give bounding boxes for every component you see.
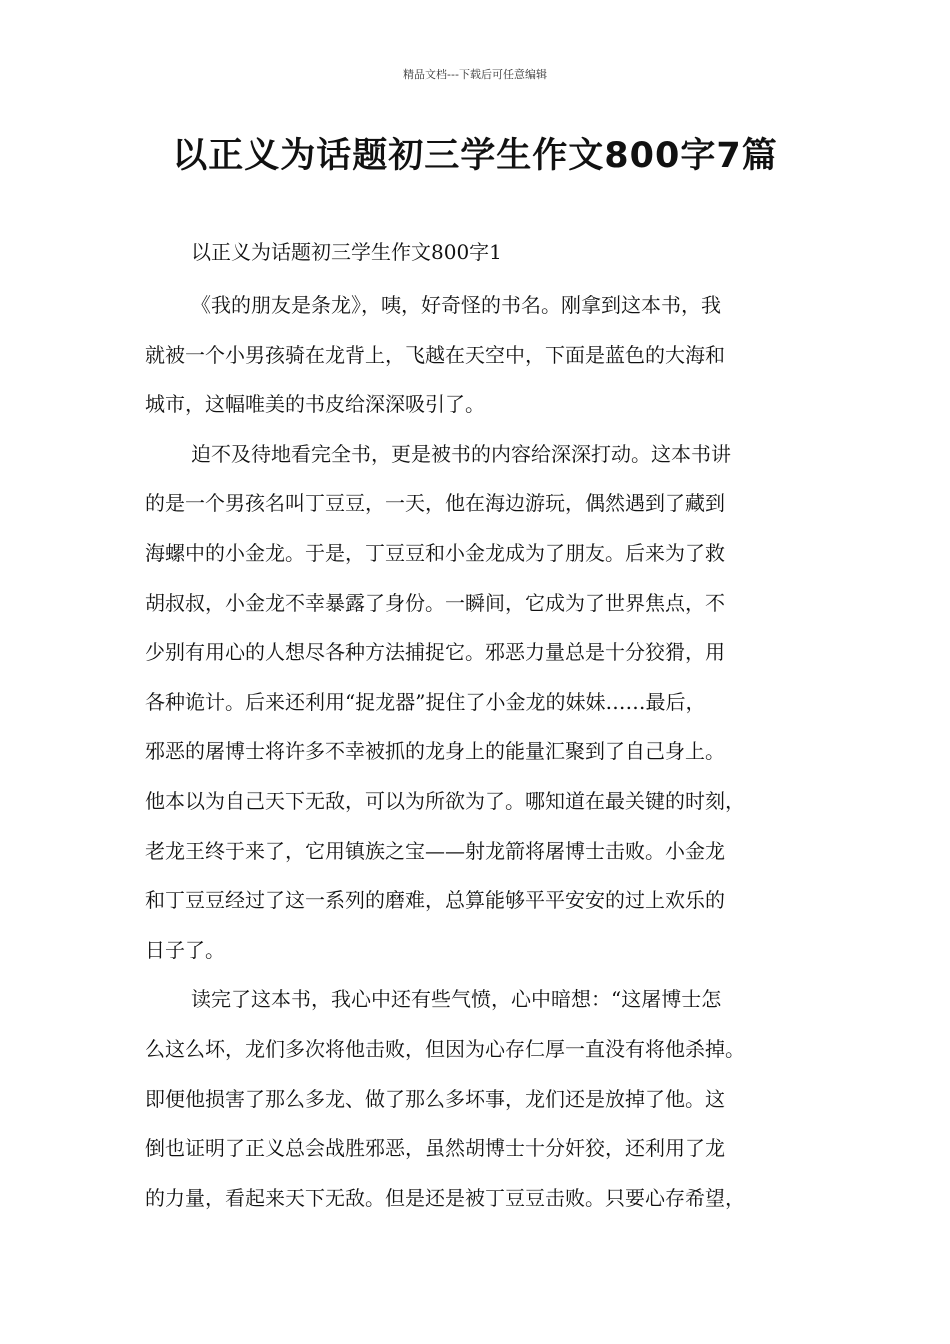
document-body [145,231,825,1223]
text-line: 倒也证明了正义总会战胜邪恶，虽然胡博士十分奸狡，还利用了龙 [145,1136,725,1161]
text-line: 迫不及待地看完全书，更是被书的内容给深深打动。这本书讲 [191,441,731,466]
text-line: 海螺中的小金龙。于是，丁豆豆和小金龙成为了朋友。后来为了救 [145,540,725,565]
text-line: 邪恶的屠博士将许多不幸被抓的龙身上的能量汇聚到了自己身上。 [145,739,725,764]
paragraph [145,430,825,976]
paragraph [145,975,825,1223]
header-note: 精品文档---下载后可任意编辑 [403,68,547,81]
text-line: 各种诡计。后来还利用“捉龙器”捉住了小金龙的妹妹……最后， [145,689,706,714]
text-line: 的是一个男孩名叫丁豆豆，一天，他在海边游玩，偶然遇到了藏到 [145,491,725,516]
essay-subtitle: 以正义为话题初三学生作文800字1 [191,240,502,264]
text-line: 老龙王终于来了，它用镇族之宝——射龙箭将屠博士击败。小金龙 [145,838,725,863]
text-line: 胡叔叔，小金龙不幸暴露了身份。一瞬间，它成为了世界焦点，不 [145,590,725,615]
text-line: 就被一个小男孩骑在龙背上，飞越在天空中，下面是蓝色的大海和 [145,342,725,367]
text-line: 《我的朋友是条龙》，咦，好奇怪的书名。刚拿到这本书，我 [191,293,721,317]
text-line: 即便他损害了那么多龙、做了那么多坏事，龙们还是放掉了他。这 [145,1086,725,1111]
paragraph [145,281,825,430]
text-line: 的力量，看起来天下无敌。但是还是被丁豆豆击败。只要心存希望， [145,1185,745,1210]
text-line: 他本以为自己天下无敌，可以为所欲为了。哪知道在最关键的时刻， [145,788,745,813]
text-line: 城市，这幅唯美的书皮给深深吸引了。 [145,392,485,417]
document-title: 以正义为话题初三学生作文800字7篇 [172,136,778,176]
text-line: 少别有用心的人想尽各种方法捕捉它。邪恶力量总是十分狡猾，用 [145,640,725,665]
text-line: 日子了。 [145,937,225,962]
text-line: 读完了这本书，我心中还有些气愤，心中暗想：“这屠博士怎 [191,987,722,1012]
text-line: 么这么坏，龙们多次将他击败，但因为心存仁厚一直没有将他杀掉。 [145,1036,745,1061]
text-line: 和丁豆豆经过了这一系列的磨难，总算能够平平安安的过上欢乐的 [145,888,725,913]
